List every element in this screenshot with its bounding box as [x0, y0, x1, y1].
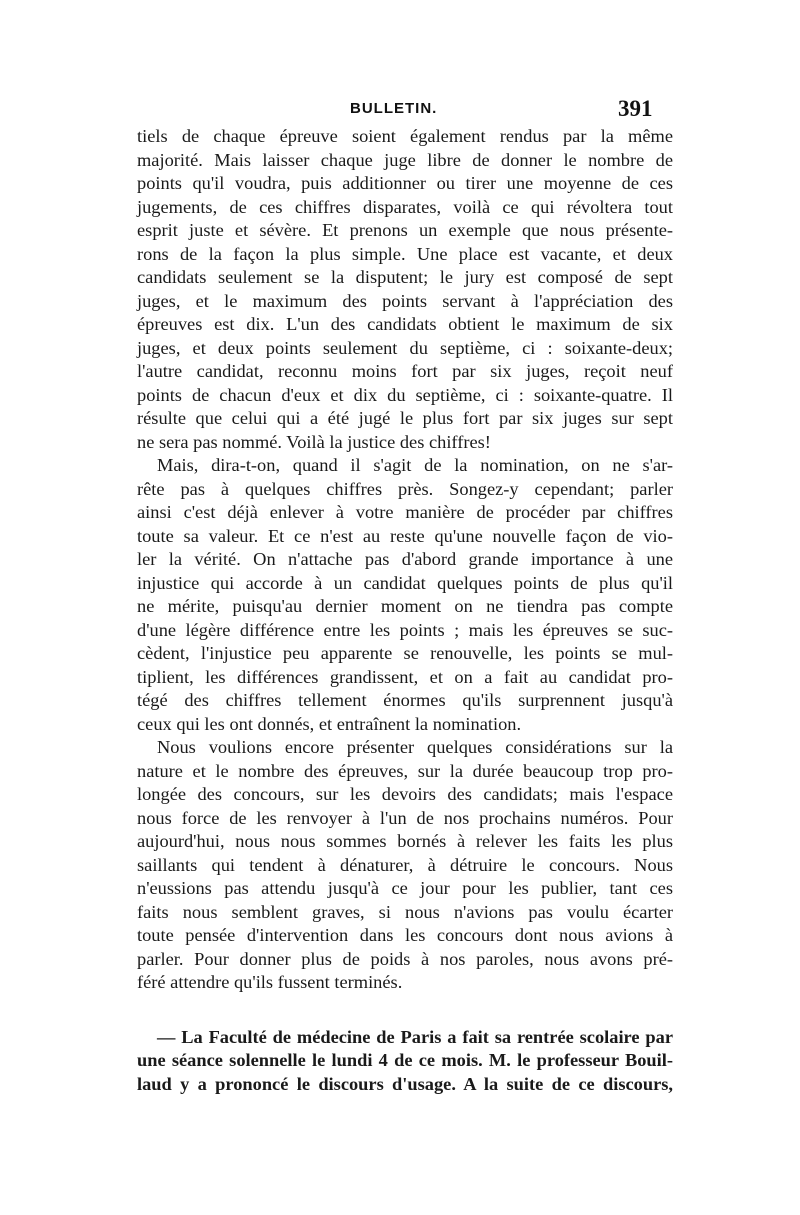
paragraph-4 [137, 1026, 673, 1097]
text-line: tégé des chiffres tellement énormes qu'ils surprennent jusqu'à [137, 690, 673, 710]
running-header-title: BULLETIN. [350, 100, 438, 117]
paragraph-gap [137, 995, 673, 1026]
text-line: saillants qui tendent à dénaturer, à détruire le concours. Nous [137, 854, 673, 875]
text-line: féré attendre qu'ils fussent terminés. [137, 972, 403, 992]
text-line: l'autre candidat, reconnu moins fort par six juges, reçoit neuf [137, 361, 673, 381]
text-line: résulte que celui qui a été jugé le plus fort par six juges sur sept [137, 408, 673, 428]
text-line: ne mérite, puisqu'au dernier moment on ne tiendra pas compte [137, 596, 673, 616]
text-line: rons de la façon la plus simple. Une place est vacante, et deux [137, 243, 673, 264]
text-line: parler. Pour donner plus de poids à nos paroles, nous avons pré- [137, 948, 673, 969]
text-line: faits nous semblent graves, si nous n'avions pas voulu écarter [137, 901, 673, 922]
text-line: une séance solennelle le lundi 4 de ce mois. M. le professeur Bouil- [137, 1050, 673, 1070]
text-line: Mais, dira-t-on, quand il s'agit de la nomination, on ne s'ar- [157, 455, 673, 475]
text-line: ceux qui les ont donnés, et entraînent la nomination. [137, 713, 522, 734]
text-line: cèdent, l'injustice peu apparente se renouvelle, les points se mul- [137, 643, 673, 663]
text-line: n'eussions pas attendu jusqu'à ce jour pour les publier, tant ces [137, 878, 673, 898]
paragraph-2 [137, 454, 673, 736]
text-line: candidats seulement se la disputent; le jury est composé de sept [137, 267, 673, 287]
text-line: tiplient, les différences grandissent, et on a fait au candidat pro- [137, 666, 673, 687]
text-line: nature et le nombre des épreuves, sur la durée beaucoup trop pro- [137, 760, 673, 781]
text-line: juges, et le maximum des points servant à l'appréciation des [137, 290, 673, 311]
text-line: ainsi c'est déjà enlever à votre manière de procéder par chiffres [137, 502, 673, 522]
text-line: d'une légère différence entre les points ; mais les épreuves se suc- [137, 619, 673, 640]
text-line: — La Faculté de médecine de Paris a fait sa rentrée scolaire par [157, 1026, 673, 1047]
text-line: toute pensée d'intervention dans les concours dont nous avions à [137, 925, 673, 945]
text-line: épreuves est dix. L'un des candidats obtient le maximum de six [137, 314, 673, 334]
text-line: injustice qui accorde à un candidat quelques points de plus qu'il [137, 572, 673, 593]
text-line: longée des concours, sur les devoirs des candidats; mais l'espace [137, 784, 673, 804]
body-text [137, 125, 673, 1096]
text-line: toute sa valeur. Et ce n'est au reste qu'une nouvelle façon de vio- [137, 525, 673, 546]
text-line: Nous voulions encore présenter quelques considérations sur la [157, 737, 673, 757]
text-line: ne sera pas nommé. Voilà la justice des chiffres! [137, 431, 491, 452]
text-line: esprit juste et sévère. Et prenons un exemple que nous présente- [137, 220, 673, 240]
text-line: aujourd'hui, nous nous sommes bornés à relever les faits les plus [137, 831, 673, 851]
page-number: 391 [618, 96, 653, 121]
text-line: tiels de chaque épreuve soient également rendus par la même [137, 126, 673, 146]
paragraph-3 [137, 736, 673, 995]
text-line: laud y a prononcé le discours d'usage. A la suite de ce discours, [137, 1073, 673, 1094]
paragraph-1 [137, 125, 673, 454]
text-line: nous force de les renvoyer à l'un de nos prochains numéros. Pour [137, 807, 673, 828]
text-line: juges, et deux points seulement du septième, ci : soixante-deux; [137, 337, 673, 358]
text-line: rête pas à quelques chiffres près. Songez-y cependant; parler [137, 478, 673, 499]
text-line: majorité. Mais laisser chaque juge libre de donner le nombre de [137, 149, 673, 170]
text-line: points qu'il voudra, puis additionner ou tirer une moyenne de ces [137, 173, 673, 193]
text-line: points de chacun d'eux et dix du septième, ci : soixante-quatre. Il [137, 384, 673, 405]
text-line: ler la vérité. On n'attache pas d'abord grande importance à une [137, 549, 673, 569]
text-line: jugements, de ces chiffres disparates, voilà ce qui révoltera tout [137, 196, 673, 217]
